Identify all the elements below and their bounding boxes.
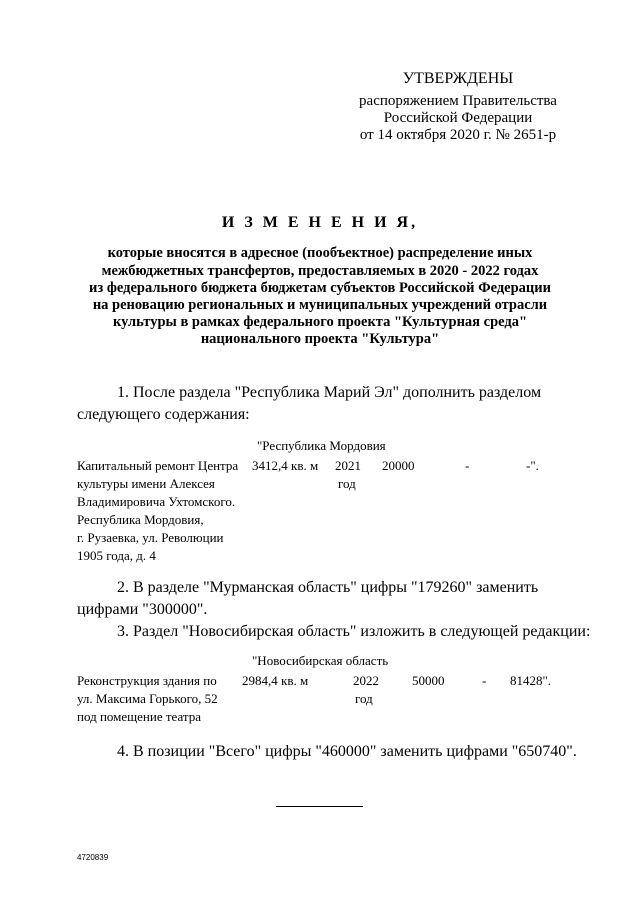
item-3-line-1: 3. Раздел "Новосибирская область" изложить в следующей редакции:	[117, 623, 591, 640]
object-name-line: Капитальный ремонт Центра	[77, 458, 239, 473]
document-code: 4720839	[77, 853, 109, 862]
heading-line-4: на реновацию региональных и муниципальных учреждений отрасли	[92, 297, 548, 313]
section-mordovia-title: "Республика Мордовия	[257, 438, 386, 453]
object-sum: 20000	[382, 458, 415, 473]
approval-line-2: Российской Федерации	[383, 110, 533, 126]
heading-line-2: межбюджетных трансфертов, предоставляемых в 2020 - 2022 годах	[101, 263, 539, 279]
item-2-line-1: 2. В разделе "Мурманская область" цифры "179260" заменить	[117, 579, 539, 596]
object-name-line: Республика Мордовия,	[77, 512, 204, 527]
object-name-line: г. Рузаевка, ул. Революции	[77, 530, 224, 545]
object-area: 3412,4 кв. м	[252, 458, 319, 473]
document-title: И З М Е Н Е Н И Я,	[221, 214, 419, 231]
object-year-unit: год	[355, 691, 373, 706]
heading-line-5: культуры в рамках федерального проекта "Культурная среда"	[112, 314, 528, 330]
object-area: 2984,4 кв. м	[242, 673, 309, 688]
section-novosibirsk-title: "Новосибирская область	[252, 653, 389, 668]
object-name-line: Реконструкция здания по	[77, 673, 217, 688]
object-dash: -	[482, 673, 487, 688]
object-year: 2022	[353, 673, 379, 688]
object-sum: 50000	[412, 673, 445, 688]
object-last-value: 81428".	[510, 673, 552, 688]
object-name-line: ул. Максима Горького, 52	[77, 691, 218, 706]
item-2-line-2: цифрами "300000".	[77, 601, 208, 618]
heading-line-1: которые вносятся в адресное (пообъектное) распределение иных	[107, 245, 533, 261]
object-name-line: под помещение театра	[77, 709, 202, 724]
item-4-line-1: 4. В позиции "Всего" цифры "460000" заменить цифрами "650740".	[117, 743, 577, 760]
object-name-line: 1905 года, д. 4	[77, 548, 156, 563]
approval-line-1: распоряжением Правительства	[359, 93, 557, 109]
item-1-line-2: следующего содержания:	[77, 406, 250, 423]
object-dash: -	[465, 458, 470, 473]
item-1-line-1: 1. После раздела "Республика Марий Эл" дополнить разделом	[117, 384, 542, 401]
heading-line-6: национального проекта "Культура"	[200, 331, 440, 347]
object-year: 2021	[335, 458, 361, 473]
object-year-unit: год	[338, 476, 356, 491]
approval-title: УТВЕРЖДЕНЫ	[402, 70, 514, 87]
heading-line-3: из федерального бюджета бюджетам субъектов Российской Федерации	[89, 280, 551, 296]
object-last-value: -".	[526, 458, 539, 473]
approval-line-3: от 14 октября 2020 г. № 2651-р	[359, 127, 557, 143]
object-name-line: культуры имени Алексея	[77, 476, 215, 491]
object-name-line: Владимировича Ухтомского.	[77, 494, 236, 509]
end-separator	[276, 806, 363, 807]
